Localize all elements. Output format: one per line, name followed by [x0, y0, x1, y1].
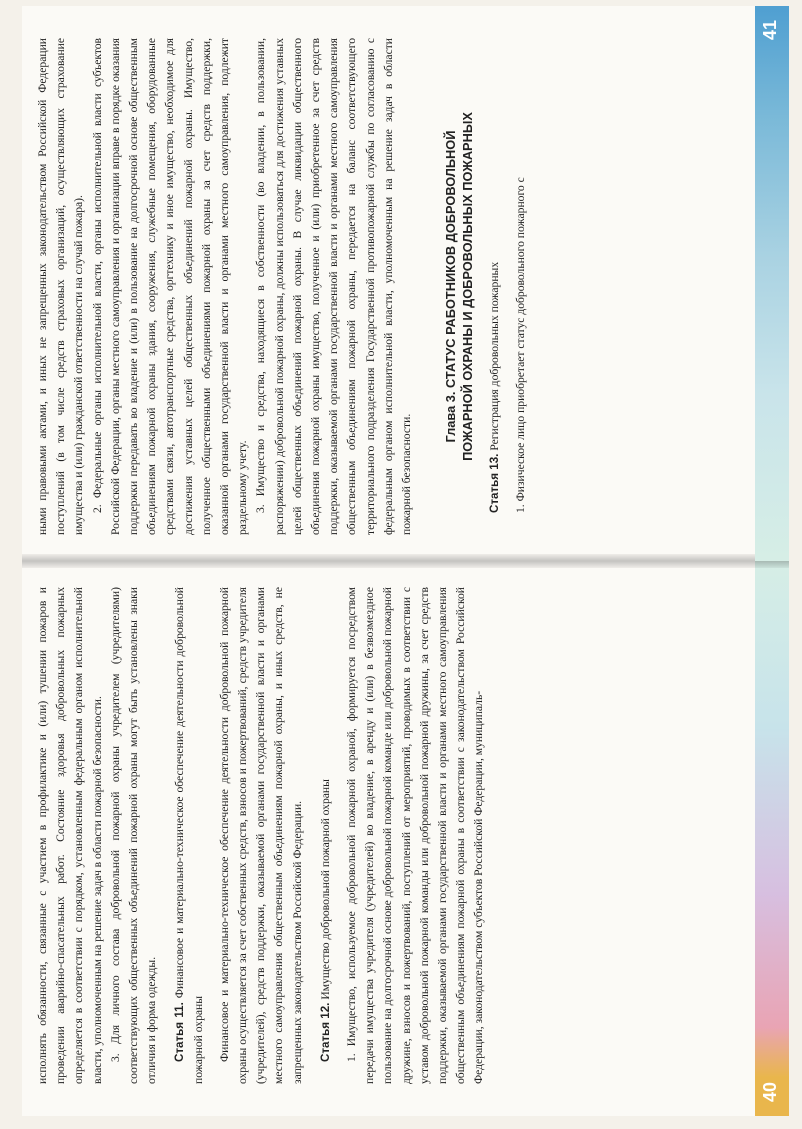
article-11-label: Статья 11.	[173, 1002, 187, 1062]
article-13-heading	[486, 38, 504, 535]
left-page-text	[34, 587, 489, 1084]
article-13-title: Регистрация добровольных пожарных	[488, 261, 502, 451]
page-number-right: 41	[760, 20, 780, 41]
chapter-3-line-1: Глава 3. СТАТУС РАБОТНИКОВ ДОБРОВОЛЬНОЙ	[443, 130, 459, 443]
page-number-left: 40	[760, 1081, 780, 1102]
article-11-heading	[171, 587, 207, 1084]
paragraph-clause-3: 3. Для личного состава добровольной пожарной охраны учредителем (учредителями) соответствующих общественных объединений пожарной охраны могут быть установлены знаки отличия и форма одежды.	[108, 587, 159, 1084]
article-13-label: Статья 13.	[488, 453, 502, 513]
book-spread	[22, 6, 789, 1116]
article-11-text: Финансовое и материально-техническое обеспечение деятельности добровольной пожарной охраны осуществляется за счет собственных средств, взносов и пожертвований, средств учредителя (учредителей), средств поддержки, оказываемой органами государственной власти и органами местного самоуправления общественным объединениям пожарной охраны, и иных средств, не запрещенных законодательством Российской Федерации.	[217, 587, 304, 1084]
article-12-text: 1. Имущество, используемое добровольной пожарной охраной, формируется посредством передачи имущества учредителя (учредителей) во владение, в аренду и (или) в безвозмездное пользование на долгосрочной основе добровольной пожарной команде или добровольной пожарной дружине, взносов и пожертвований, поступлений от мероприятий, проводимых в соответствии с уставом добровольной пожарной команды или добровольной пожарной дружины, за счет средств поддержки, оказываемой органами государственной власти и органами местного самоуправления общественным объединениям пожарной охраны в соответствии с законодательством Российской Федерации, законодательством субъектов Российской Федерации, муниципаль-	[345, 587, 486, 1084]
right-page-text	[34, 38, 531, 535]
paragraph-clause-2: 2. Федеральные органы исполнительной власти, органы исполнительной власти субъектов Российской Федерации, органы местного самоуправления и организации вправе в порядке оказания поддержки передавать во владение и (или) в пользование на долгосрочной основе общественным объединениям пожарной охраны здания, сооружения, служебные помещения, оборудованные средствами связи, автотранспортные средства, оргтехнику и иное имущество, необходимое для достижения уставных целей общественных объединений пожарной охраны. Имущество, полученное общественными объединениями пожарной охраны за счет средств поддержки, оказанной органами государственной власти и органами местного самоуправления, подлежит раздельному учету.	[90, 38, 250, 535]
left-page-footer-band	[755, 561, 789, 1116]
article-13-text: 1. Физическое лицо приобретает статус добровольного пожарного с	[514, 177, 528, 513]
chapter-3-heading	[442, 38, 476, 535]
article-12-label: Статья 12.	[318, 1002, 332, 1062]
paragraph-clause-3: 3. Имущество и средства, находящиеся в собственности (во владении, в пользовании, распоряжении) добровольной пожарной охраны, должны использоваться для достижения уставных целей общественных объединений пожарной охраны. В случае ликвидации общественного объединения пожарной охраны имущество, полученное и (или) приобретенное за счет средств поддержки, оказываемой органами государственной власти и органами местного самоуправления общественным объединениям пожарной охраны, передается на баланс соответствующего территориального подразделения Государственной противопожарной службы по согласованию с федеральным органом исполнительной власти, уполномоченным на решение задач в области пожарной безопасности.	[254, 38, 414, 535]
right-page	[22, 6, 789, 561]
article-11-title: Финансовое и материально-техническое обеспечение деятельности добровольной пожарной охраны	[173, 587, 205, 1084]
paragraph-continuation: ными правовыми актами, и иных не запрещенных законодательством Российской Федерации поступлений (в том числе средств страховых организаций, осуществляющих страхование имущества и (или) гражданской ответственности на случай пожара).	[36, 38, 86, 535]
chapter-3-line-2: ПОЖАРНОЙ ОХРАНЫ И ДОБРОВОЛЬНЫХ ПОЖАРНЫХ	[460, 112, 476, 461]
article-12-heading	[317, 587, 335, 1084]
paragraph-continuation: исполнять обязанности, связанные с участием в профилактике и (или) тушении пожаров и проведении аварийно-спасательных работ. Состояние здоровья добровольных пожарных определяется в соответствии с порядком, установленным федеральным органом исполнительной власти, уполномоченным на решение задач в области пожарной безопасности.	[36, 587, 104, 1084]
left-page	[22, 561, 789, 1116]
article-12-title: Имущество добровольной пожарной охраны	[318, 779, 332, 1000]
right-page-footer-band	[755, 6, 789, 561]
